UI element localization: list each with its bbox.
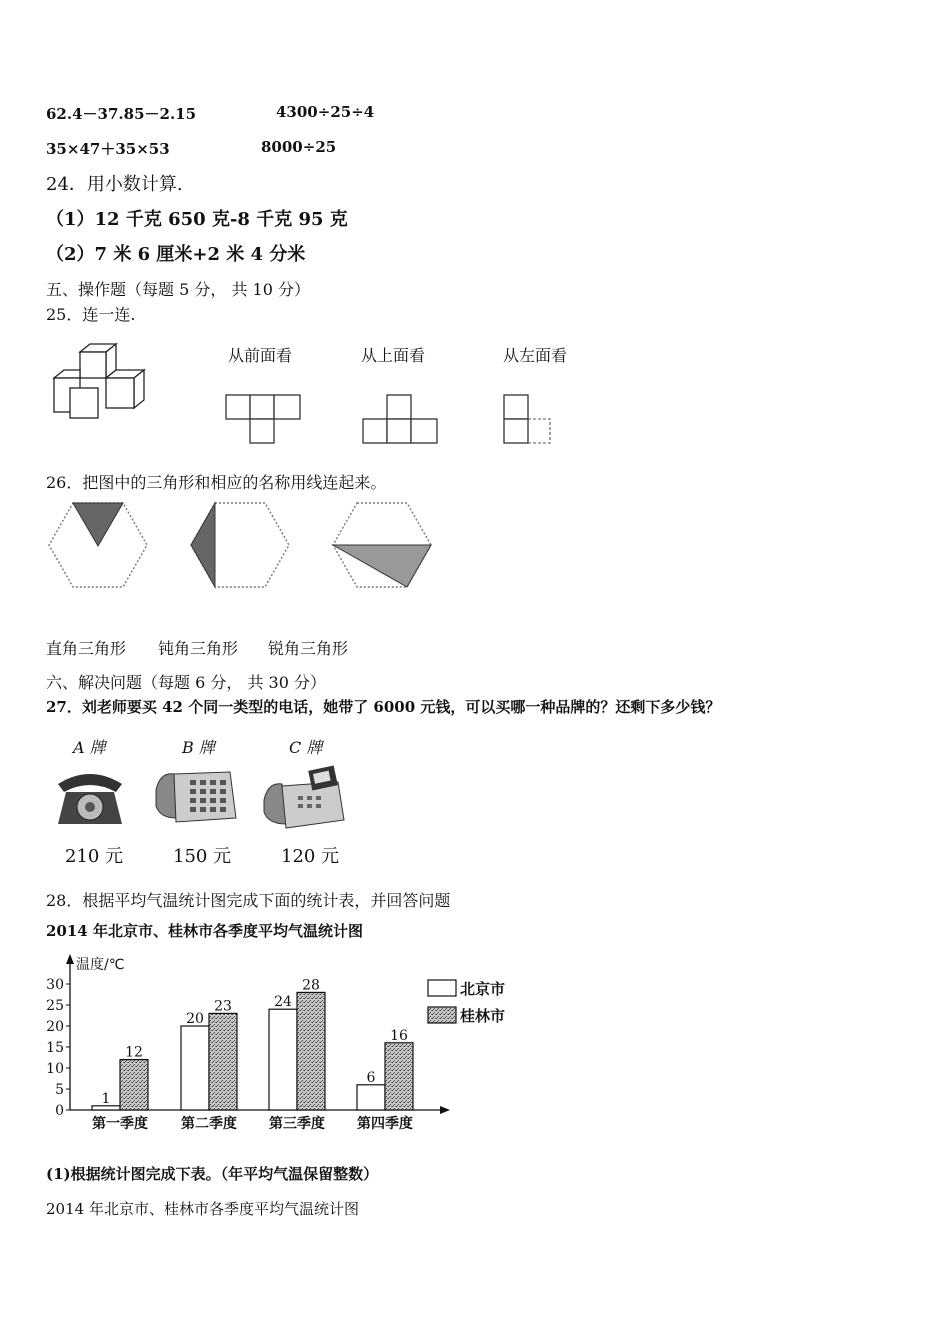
bar-guilin bbox=[297, 992, 325, 1110]
name-acute-triangle: 锐角三角形 bbox=[268, 639, 349, 658]
keypad-phone-icon bbox=[152, 766, 238, 828]
chart-heading: 2014 年北京市、桂林市各季度平均气温统计图 bbox=[46, 922, 363, 940]
q24-part1: （1）12 千克 650 克-8 千克 95 克 bbox=[46, 209, 348, 230]
bar-value-label: 24 bbox=[274, 994, 292, 1011]
section-6-heading: 六、解决问题（每题 6 分， 共 30 分） bbox=[46, 673, 326, 692]
view-label-left: 从左面看 bbox=[503, 346, 568, 365]
view-label-front: 从前面看 bbox=[228, 346, 293, 365]
legend-swatch bbox=[428, 980, 456, 996]
expression-2: 4300÷25÷4 bbox=[276, 103, 375, 121]
rotary-phone-icon bbox=[52, 762, 128, 830]
front-view-shape bbox=[226, 395, 306, 447]
bar-beijing bbox=[269, 1009, 297, 1110]
q28-subquestion-1: (1)根据统计图完成下表。（年平均气温保留整数） bbox=[46, 1165, 379, 1183]
y-tick-label: 20 bbox=[46, 1019, 64, 1035]
fax-phone-icon bbox=[258, 764, 346, 832]
expression-3: 35×47＋35×53 bbox=[46, 140, 170, 158]
brand-a-label: A 牌 bbox=[73, 738, 106, 757]
q26-title: 26．把图中的三角形和相应的名称用线连起来。 bbox=[46, 473, 387, 492]
y-tick-label: 5 bbox=[55, 1082, 64, 1098]
bar-beijing bbox=[181, 1026, 209, 1110]
view-label-top: 从上面看 bbox=[361, 346, 426, 365]
bar-beijing bbox=[357, 1085, 385, 1110]
top-view-shape bbox=[363, 395, 443, 447]
category-label: 第三季度 bbox=[269, 1116, 325, 1132]
bar-value-label: 28 bbox=[302, 977, 320, 994]
price-b: 150 元 bbox=[173, 846, 232, 867]
y-tick-label: 30 bbox=[46, 977, 64, 993]
bar-value-label: 23 bbox=[214, 998, 232, 1015]
bar-guilin bbox=[385, 1043, 413, 1110]
category-label: 第一季度 bbox=[92, 1116, 148, 1132]
brand-b-label: B 牌 bbox=[182, 738, 215, 757]
expression-1: 62.4－37.85－2.15 bbox=[46, 105, 197, 123]
legend-label: 桂林市 bbox=[460, 1007, 506, 1025]
q27-title: 27．刘老师要买 42 个同一类型的电话，她带了 6000 元钱，可以买哪一种品牌的？还剩下多少钱？ bbox=[46, 698, 721, 716]
q24-part2: （2）7 米 6 厘米+2 米 4 分米 bbox=[46, 244, 306, 265]
hexagon-right-triangle bbox=[188, 500, 292, 590]
y-tick-label: 15 bbox=[46, 1040, 64, 1056]
q28-title: 28．根据平均气温统计图完成下面的统计表，并回答问题 bbox=[46, 891, 451, 910]
bar-value-label: 1 bbox=[101, 1090, 111, 1107]
bar-value-label: 16 bbox=[390, 1027, 408, 1044]
expression-4: 8000÷25 bbox=[261, 138, 337, 156]
bar-guilin bbox=[209, 1013, 237, 1110]
category-label: 第四季度 bbox=[357, 1116, 413, 1132]
price-c: 120 元 bbox=[281, 846, 340, 867]
name-obtuse-triangle: 钝角三角形 bbox=[158, 639, 239, 658]
brand-c-label: C 牌 bbox=[289, 738, 323, 757]
legend-swatch bbox=[428, 1007, 456, 1023]
name-right-triangle: 直角三角形 bbox=[46, 639, 127, 658]
y-axis-arrow bbox=[66, 954, 74, 964]
section-5-heading: 五、操作题（每题 5 分， 共 10 分） bbox=[46, 280, 310, 299]
category-label: 第二季度 bbox=[181, 1116, 237, 1132]
y-tick-label: 10 bbox=[46, 1061, 64, 1077]
bar-value-label: 6 bbox=[366, 1069, 376, 1086]
q25-title: 25．连一连. bbox=[46, 305, 136, 324]
q24-title: 24．用小数计算. bbox=[46, 174, 183, 195]
left-view-shape bbox=[504, 395, 564, 447]
hexagon-obtuse-triangle bbox=[330, 500, 434, 590]
temperature-bar-chart bbox=[40, 950, 520, 1140]
hexagon-acute-triangle bbox=[46, 500, 150, 590]
legend-label: 北京市 bbox=[460, 980, 506, 998]
cube-stack-figure bbox=[50, 340, 150, 420]
bar-value-label: 12 bbox=[125, 1044, 143, 1061]
price-a: 210 元 bbox=[65, 846, 124, 867]
x-axis-arrow bbox=[440, 1106, 450, 1114]
table-title: 2014 年北京市、桂林市各季度平均气温统计图 bbox=[46, 1200, 359, 1218]
y-tick-label: 25 bbox=[46, 998, 64, 1014]
y-axis-label: 温度/℃ bbox=[76, 957, 125, 973]
bar-value-label: 20 bbox=[186, 1011, 204, 1027]
y-tick-label: 0 bbox=[55, 1103, 64, 1119]
bar-guilin bbox=[120, 1060, 148, 1110]
